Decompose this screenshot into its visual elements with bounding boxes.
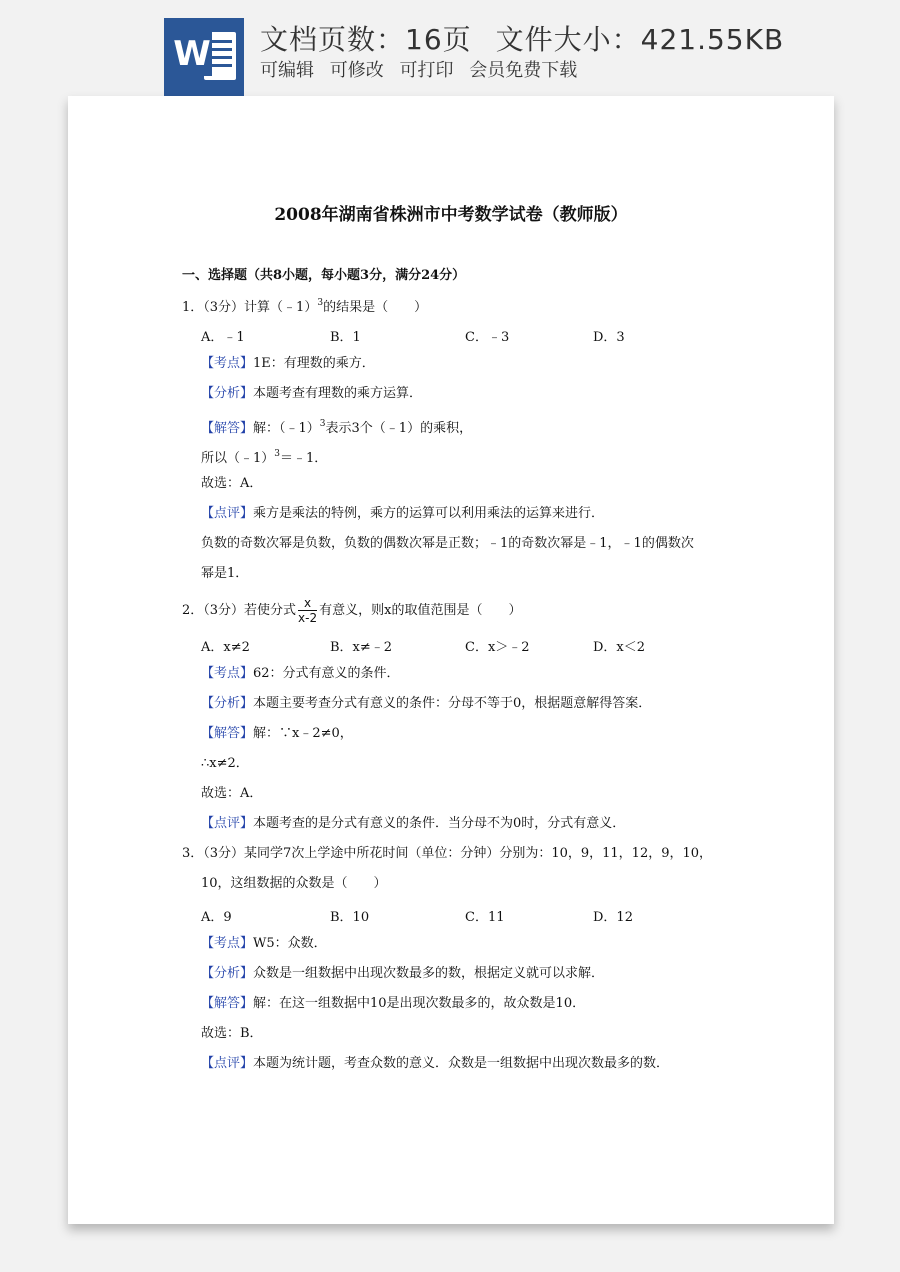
q1-jieda <box>201 415 472 438</box>
q1-kaodian <box>201 355 375 373</box>
q2-option-a: A．x≠2 <box>201 640 250 655</box>
feature-modifiable: 可修改 <box>329 60 384 81</box>
q1-jieda-text-end: 表示3个（﹣1）的乘积， <box>325 421 473 436</box>
feature-printable: 可打印 <box>399 60 454 81</box>
kaodian-tag: 【考点】 <box>201 666 254 681</box>
file-info-title <box>260 18 784 58</box>
section-heading: 一、选择题（共8小题，每小题3分，满分24分） <box>182 268 466 283</box>
q1-exponent: 3 <box>317 298 324 308</box>
word-icon-line <box>210 40 232 43</box>
q3-option-c: C．11 <box>465 910 505 925</box>
q2-dianping <box>201 815 625 833</box>
q1-dianping-line-2: 负数的奇数次幂是负数，负数的偶数次幂是正数；﹣1的奇数次幂是﹣1，﹣1的偶数次 <box>201 536 694 551</box>
q1-stem-text: 1．（3分）计算（﹣1） <box>182 300 318 315</box>
dianping-tag: 【点评】 <box>201 1056 254 1071</box>
q1-step-text: 所以（﹣1） <box>201 451 275 466</box>
fenxi-tag: 【分析】 <box>201 966 254 981</box>
q2-option-c: C．x＞﹣2 <box>465 640 530 655</box>
q3-option-d: D．12 <box>593 910 633 925</box>
q3-option-b: B．10 <box>330 910 370 925</box>
q1-fenxi-text: 本题考查有理数的乘方运算． <box>253 386 423 401</box>
question-2-stem <box>182 596 521 625</box>
q1-option-b: B．1 <box>330 330 361 345</box>
q2-choose: 故选：A． <box>201 786 263 801</box>
q1-dianping <box>201 505 604 523</box>
question-1-stem <box>182 294 427 317</box>
q2-option-b: B．x≠﹣2 <box>330 640 393 655</box>
dianping-tag: 【点评】 <box>201 816 254 831</box>
q2-fenxi <box>201 695 651 713</box>
q3-fenxi-text: 众数是一组数据中出现次数最多的数，根据定义就可以求解． <box>253 966 605 981</box>
q1-dianping-text: 乘方是乘法的特例，乘方的运算可以利用乘法的运算来进行． <box>253 506 605 521</box>
q1-kaodian-text: 1E：有理数的乘方． <box>253 356 375 371</box>
q3-kaodian-text: W5：众数． <box>253 936 327 951</box>
fraction-expression <box>298 596 317 625</box>
question-3-stem-line-2: 10，这组数据的众数是（ ） <box>201 876 387 891</box>
file-size: 文件大小：421.55KB <box>495 23 785 56</box>
q2-fenxi-text: 本题主要考查分式有意义的条件：分母不等于0，根据题意解得答案． <box>253 696 652 711</box>
q3-option-a: A．9 <box>201 910 232 925</box>
word-icon-letter: W <box>173 34 211 74</box>
q3-dianping-text: 本题为统计题，考查众数的意义．众数是一组数据中出现次数最多的数． <box>253 1056 670 1071</box>
fraction-numerator: x <box>298 596 317 611</box>
fraction-denominator: x-2 <box>298 611 318 625</box>
document-page <box>68 96 834 1224</box>
q1-choose: 故选：A． <box>201 476 263 491</box>
q2-stem-text-end: 有意义，则x的取值范围是（ ） <box>319 603 522 618</box>
q1-dianping-line-3: 幂是1． <box>201 566 249 581</box>
jieda-tag: 【解答】 <box>201 996 254 1011</box>
question-3-stem: 3．（3分）某同学7次上学途中所花时间（单位：分钟）分别为：10，9，11，12，9，10， <box>182 846 713 861</box>
kaodian-tag: 【考点】 <box>201 936 254 951</box>
q2-jieda <box>201 725 353 743</box>
q1-jieda-exponent: 3 <box>319 419 326 429</box>
q1-step-text-end: ＝﹣1． <box>280 451 328 466</box>
dianping-tag: 【点评】 <box>201 506 254 521</box>
q1-step-exponent: 3 <box>274 449 281 459</box>
q2-step-1: ∴x≠2． <box>201 756 249 771</box>
q2-stem-text: 2．（3分）若使分式 <box>182 603 297 618</box>
page-count: 文档页数：16页 <box>260 23 472 56</box>
q3-jieda-text: 解：在这一组数据中10是出现次数最多的，故众数是10． <box>253 996 586 1011</box>
q1-option-d: D．3 <box>593 330 625 345</box>
q3-jieda <box>201 995 585 1013</box>
q1-option-c: C．﹣3 <box>465 330 510 345</box>
q3-choose: 故选：B． <box>201 1026 263 1041</box>
q3-kaodian <box>201 935 327 953</box>
jieda-tag: 【解答】 <box>201 421 254 436</box>
q2-kaodian-text: 62：分式有意义的条件． <box>253 666 400 681</box>
document-title: 2008年湖南省株洲市中考数学试卷（教师版） <box>274 205 628 225</box>
q2-option-d: D．x＜2 <box>593 640 646 655</box>
feature-list <box>260 56 587 82</box>
q1-fenxi <box>201 385 422 403</box>
download-banner <box>0 0 900 96</box>
feature-member-download: 会员免费下载 <box>469 60 578 81</box>
fenxi-tag: 【分析】 <box>201 386 254 401</box>
kaodian-tag: 【考点】 <box>201 356 254 371</box>
fenxi-tag: 【分析】 <box>201 696 254 711</box>
q3-dianping <box>201 1055 669 1073</box>
q1-jieda-text: 解：（﹣1） <box>253 421 320 436</box>
jieda-tag: 【解答】 <box>201 726 254 741</box>
q1-step-1 <box>201 445 327 468</box>
q2-jieda-text: 解：∵x﹣2≠0， <box>253 726 353 741</box>
q3-fenxi <box>201 965 604 983</box>
q2-kaodian <box>201 665 400 683</box>
word-icon-line <box>210 56 232 59</box>
q1-option-a: A．﹣1 <box>201 330 245 345</box>
word-document-icon <box>164 18 244 96</box>
word-icon-line <box>210 48 232 51</box>
q2-dianping-text: 本题考查的是分式有意义的条件．当分母不为0时，分式有意义． <box>253 816 626 831</box>
word-icon-line <box>210 64 232 67</box>
q1-stem-text-end: 的结果是（ ） <box>323 300 428 315</box>
feature-editable: 可编辑 <box>260 60 314 81</box>
